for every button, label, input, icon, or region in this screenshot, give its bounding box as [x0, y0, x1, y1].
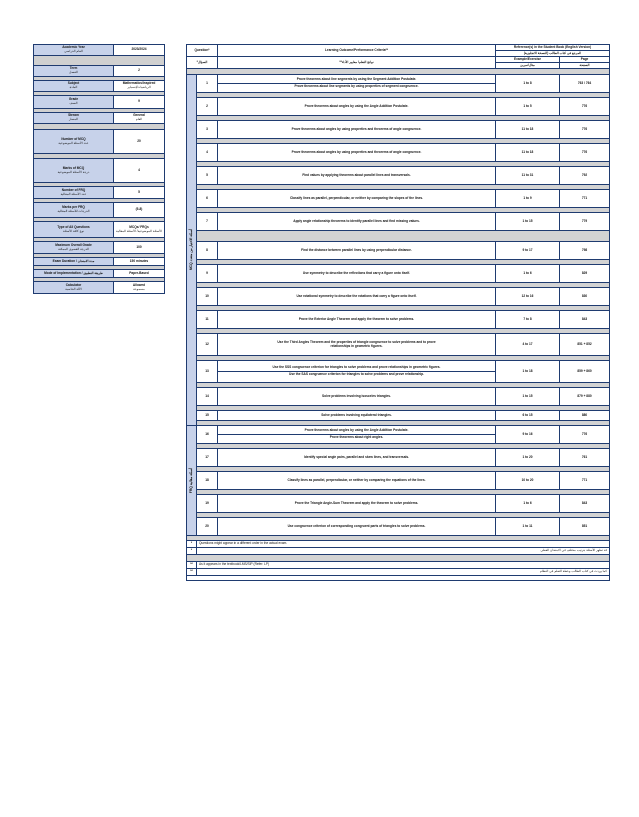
page-number: 879 + 880 — [560, 388, 610, 406]
footnote-text: قد تظهر الأسئلة بترتيب مختلف في الامتحان الفعلي — [197, 548, 610, 555]
footnote-row — [187, 548, 610, 555]
outcome-line: Find the distance between parallel lines by using perpendicular distance. — [301, 247, 412, 252]
learning-outcome — [218, 388, 496, 406]
outcome-line: Use rotational symmetry to describe the rotations that carry a figure onto itself. — [296, 293, 417, 298]
table-row — [187, 311, 610, 329]
outcome-line: Identify special angle pairs, parallel and skew lines, and transversals. — [303, 454, 410, 459]
learning-outcomes-table — [186, 44, 610, 581]
footnote-row — [187, 569, 610, 576]
frq-marks-value: (5-8) — [114, 203, 165, 218]
frq-count-value: 5 — [114, 187, 165, 199]
example-exercise: 10 to 20 — [496, 472, 560, 490]
outcome-line: Prove theorems about angles by using the Angle Addition Postulate. — [304, 103, 409, 108]
learning-outcome — [218, 213, 496, 231]
learning-outcome — [218, 518, 496, 536]
footnote-row — [187, 562, 610, 569]
question-number: 17 — [197, 449, 218, 467]
table-row — [187, 518, 610, 536]
subject-label: Subject المادة — [34, 81, 114, 92]
outcome-line: Classify lines as parallel, perpendicular, or neither by comparing the slopes of the lines. — [289, 195, 424, 200]
learning-outcome — [218, 334, 496, 356]
example-exercise: 1 to 11 — [496, 518, 560, 536]
term-value: 2 — [114, 66, 165, 77]
example-exercise: 6 to 15 — [496, 411, 560, 421]
grade-value: 9 — [114, 96, 165, 109]
question-number: 2 — [197, 98, 218, 116]
footnote-symbol: * — [187, 541, 197, 548]
question-number: 20 — [197, 518, 218, 536]
example-exercise: 11 to 18 — [496, 121, 560, 139]
stream-value: General العام — [114, 113, 165, 124]
example-exercise: 1 to 5 — [496, 98, 560, 116]
question-type-label: Type of All Questions نوع كافة الأسئلة — [34, 222, 114, 238]
question-number: 11 — [197, 311, 218, 329]
exam-info-table — [33, 44, 165, 294]
question-group-label — [187, 426, 197, 536]
page-number: 776 — [560, 121, 610, 139]
learning-outcome — [218, 288, 496, 306]
table-row — [187, 190, 610, 208]
table-row — [187, 388, 610, 406]
page-number: 830 — [560, 288, 610, 306]
example-exercise: 1 to 6 — [496, 265, 560, 283]
question-number: 1 — [197, 75, 218, 93]
footnote-text: كما وردت في كتاب الطالب وخطة التعلم في النظام — [197, 569, 610, 576]
group-label-text: FRQ أسئلة مقالية — [188, 467, 193, 494]
outcome-line: Use symmetry to describe the reflections that carry a figure onto itself. — [302, 270, 411, 275]
mcq-marks-label: Marks of MCQ درجة الأسئلة الموضوعية — [34, 159, 114, 183]
question-number: 6 — [197, 190, 218, 208]
question-type-value: MCQs/ FRQs الأسئلة الموضوعية/ الأسئلة المقالية — [114, 222, 165, 238]
term-label: Term الفصل — [34, 66, 114, 77]
learning-outcome — [218, 265, 496, 283]
example-exercise: 12 to 16 — [496, 288, 560, 306]
outcome-line: Prove the Exterior Angle Theorem and apply the theorem to solve problems. — [298, 316, 415, 321]
page-number: 880 — [560, 411, 610, 421]
question-number: 5 — [197, 167, 218, 185]
page-number: 851 — [560, 518, 610, 536]
page-number: 851 + 852 — [560, 334, 610, 356]
learning-outcome — [218, 98, 496, 116]
mode-label: Mode of Implementation / طريقة التطبيق — [34, 270, 114, 278]
question-number: 12 — [197, 334, 218, 356]
page-number: 776 — [560, 426, 610, 444]
table-row — [187, 449, 610, 467]
grade-label: Grade الصف — [34, 96, 114, 109]
academic-year-label: Academic Year العام الدراسي — [34, 45, 114, 56]
page-number: 776 — [560, 98, 610, 116]
question-number: 8 — [197, 242, 218, 260]
table-row — [187, 495, 610, 513]
example-exercise: 1 to 6 — [496, 495, 560, 513]
example-exercise: 1 to 9 — [496, 190, 560, 208]
duration-label: Exam Duration / مدة الامتحان — [34, 258, 114, 266]
mcq-count-label: Number of MCQ عدد الأسئلة الموضوعية — [34, 130, 114, 154]
outcome-line: Solve problems involving isosceles triangles. — [322, 393, 391, 398]
question-group-label — [187, 75, 197, 426]
table-row — [187, 144, 610, 162]
footnote-symbol: ** — [187, 569, 197, 576]
outcome-line: Prove theorems about angles by using properties and theorems of angle congruence. — [291, 149, 422, 154]
question-number: 9 — [197, 265, 218, 283]
table-row — [187, 472, 610, 490]
learning-outcome — [218, 167, 496, 185]
mcq-count-value: 20 — [114, 130, 165, 154]
max-grade-value: 100 — [114, 242, 165, 254]
outcome-line: Use the SAS congruence criterion for triangles to solve problems and prove relationship. — [289, 372, 424, 376]
reference-header-ar: المرجع في كتاب الطالب (النسخة الانجليزية) — [496, 51, 610, 57]
academic-year-value: 2023/2024 — [114, 45, 165, 56]
frq-marks-label: Marks per FRQ الدرجات للأسئلة المقالية — [34, 203, 114, 218]
mcq-marks-value: 4 — [114, 159, 165, 183]
table-row — [187, 265, 610, 283]
learning-outcome — [218, 242, 496, 260]
outcome-line: Classify lines as parallel, perpendicular, or neither by comparing the equations of the lines. — [287, 477, 426, 482]
question-number: 7 — [197, 213, 218, 231]
example-exercise: 1 to 8 — [496, 75, 560, 93]
table-row — [187, 242, 610, 260]
mode-value: Paper-Based — [114, 270, 165, 278]
calculator-value: Allowed مسموحة — [114, 282, 165, 294]
learning-outcome — [218, 190, 496, 208]
example-exercise: 9 to 16 — [496, 426, 560, 444]
outcome-line: Prove theorems about angles by using the Angle Addition Postulate. — [218, 429, 495, 435]
outcome-line: Solve problems involving equilateral triangles. — [321, 412, 392, 417]
page-number: 776 — [560, 144, 610, 162]
footnote-row — [187, 541, 610, 548]
page-number: 771 — [560, 190, 610, 208]
page-number: 843 — [560, 495, 610, 513]
stream-label: Stream المسار — [34, 113, 114, 124]
page-number: 792 — [560, 167, 610, 185]
footnote-symbol: * — [187, 548, 197, 555]
learning-outcome — [218, 495, 496, 513]
footnote-text: As it appears in the textbook/LMS/SIP (Refer: LP) — [197, 562, 610, 569]
example-exercise: 1 to 20 — [496, 449, 560, 467]
outcome-line: Find values by applying theorems about parallel lines and transversals. — [302, 172, 411, 177]
question-header: Question* — [187, 45, 218, 57]
table-row — [187, 213, 610, 231]
learning-outcome — [218, 121, 496, 139]
table-row — [187, 426, 610, 444]
page-header-ar: الصفحة — [560, 63, 610, 69]
question-number: 10 — [197, 288, 218, 306]
page-number: 763 / 764 — [560, 75, 610, 93]
question-number: 19 — [197, 495, 218, 513]
outcome-header-ar: **نواتج التعلم/ معايير الأداء — [218, 57, 496, 69]
example-header-ar: مثال/تمرين — [496, 63, 560, 69]
question-number: 14 — [197, 388, 218, 406]
example-header: Example/Exercise — [496, 57, 560, 63]
learning-outcome — [218, 311, 496, 329]
learning-outcome — [218, 411, 496, 421]
example-exercise: 7 to 8 — [496, 311, 560, 329]
outcome-line: Use congruence criterion of corresponding congruent parts of triangles to solve problems. — [287, 523, 426, 528]
calculator-label: Calculator الآلة الحاسبة — [34, 282, 114, 294]
outcome-line: Use the Third Angles Theorem and the properties of triangle congruence to solve problems and to prove — [277, 339, 436, 344]
table-row — [187, 121, 610, 139]
page-number: 859 + 860 — [560, 361, 610, 383]
outcome-line: Prove theorems about line segments by using properties of segment congruence. — [294, 84, 419, 88]
question-header-ar: *السؤال — [187, 57, 218, 69]
reference-header: Reference(s) in the Student Book (English Version) — [496, 45, 610, 51]
group-label-text: MCQ أسئلة الاختيار من متعدد — [188, 229, 193, 271]
outcome-header: Learning Outcome/Performance Criteria** — [218, 45, 496, 57]
learning-outcome — [218, 472, 496, 490]
table-row — [187, 167, 610, 185]
example-exercise: 11 to 18 — [496, 144, 560, 162]
page-number: 761 — [560, 449, 610, 467]
page-number: 779 — [560, 213, 610, 231]
page-number: 829 — [560, 265, 610, 283]
table-row — [187, 98, 610, 116]
question-number: 4 — [197, 144, 218, 162]
example-exercise: 1 to 18 — [496, 361, 560, 383]
outcome-line: Prove theorems about right angles. — [329, 435, 384, 439]
footnote-symbol: ** — [187, 562, 197, 569]
table-row — [187, 361, 610, 383]
table-row — [187, 75, 610, 93]
outcome-line: Prove the Triangle Angle-Sum Theorem and apply the theorem to solve problems. — [294, 500, 419, 505]
max-grade-label: Maximum Overall Grade الدرجة القصوى الممكنة — [34, 242, 114, 254]
page-number: 843 — [560, 311, 610, 329]
outcome-line: Prove theorems about line segments by using the Segment Addition Postulate. — [218, 78, 495, 84]
example-exercise: 1 to 15 — [496, 213, 560, 231]
subject-value: Mathematics/Inspired الرياضيات/إنسباير — [114, 81, 165, 92]
outcome-line: Use the SSS congruence criterion for triangles to solve problems and prove relationships in geometric figures. — [218, 366, 495, 372]
learning-outcome — [218, 144, 496, 162]
learning-outcome — [218, 426, 496, 444]
footnote-text: Questions might appear in a different order in the actual exam. — [197, 541, 610, 548]
example-exercise: 9 to 17 — [496, 242, 560, 260]
outcome-line: Apply angle relationship theorems to identify parallel lines and find missing values. — [293, 218, 420, 223]
learning-outcome — [218, 75, 496, 93]
table-row — [187, 288, 610, 306]
page-number: 798 — [560, 242, 610, 260]
page-number: 771 — [560, 472, 610, 490]
example-exercise: 4 to 17 — [496, 334, 560, 356]
table-row — [187, 334, 610, 356]
duration-value: 150 minutes — [114, 258, 165, 266]
learning-outcome — [218, 449, 496, 467]
outcome-line: Prove theorems about angles by using properties and theorems of angle congruence. — [291, 126, 422, 131]
learning-outcome — [218, 361, 496, 383]
question-number: 15 — [197, 411, 218, 421]
outcome-line: relationships in geometric figures. — [330, 343, 383, 348]
frq-count-label: Number of FRQ عدد الأسئلة المقالية — [34, 187, 114, 199]
page-header: Page — [560, 57, 610, 63]
example-exercise: 1 to 15 — [496, 388, 560, 406]
example-exercise: 11 to 31 — [496, 167, 560, 185]
question-number: 16 — [197, 426, 218, 444]
question-number: 3 — [197, 121, 218, 139]
question-number: 18 — [197, 472, 218, 490]
table-row — [187, 411, 610, 421]
question-number: 13 — [197, 361, 218, 383]
